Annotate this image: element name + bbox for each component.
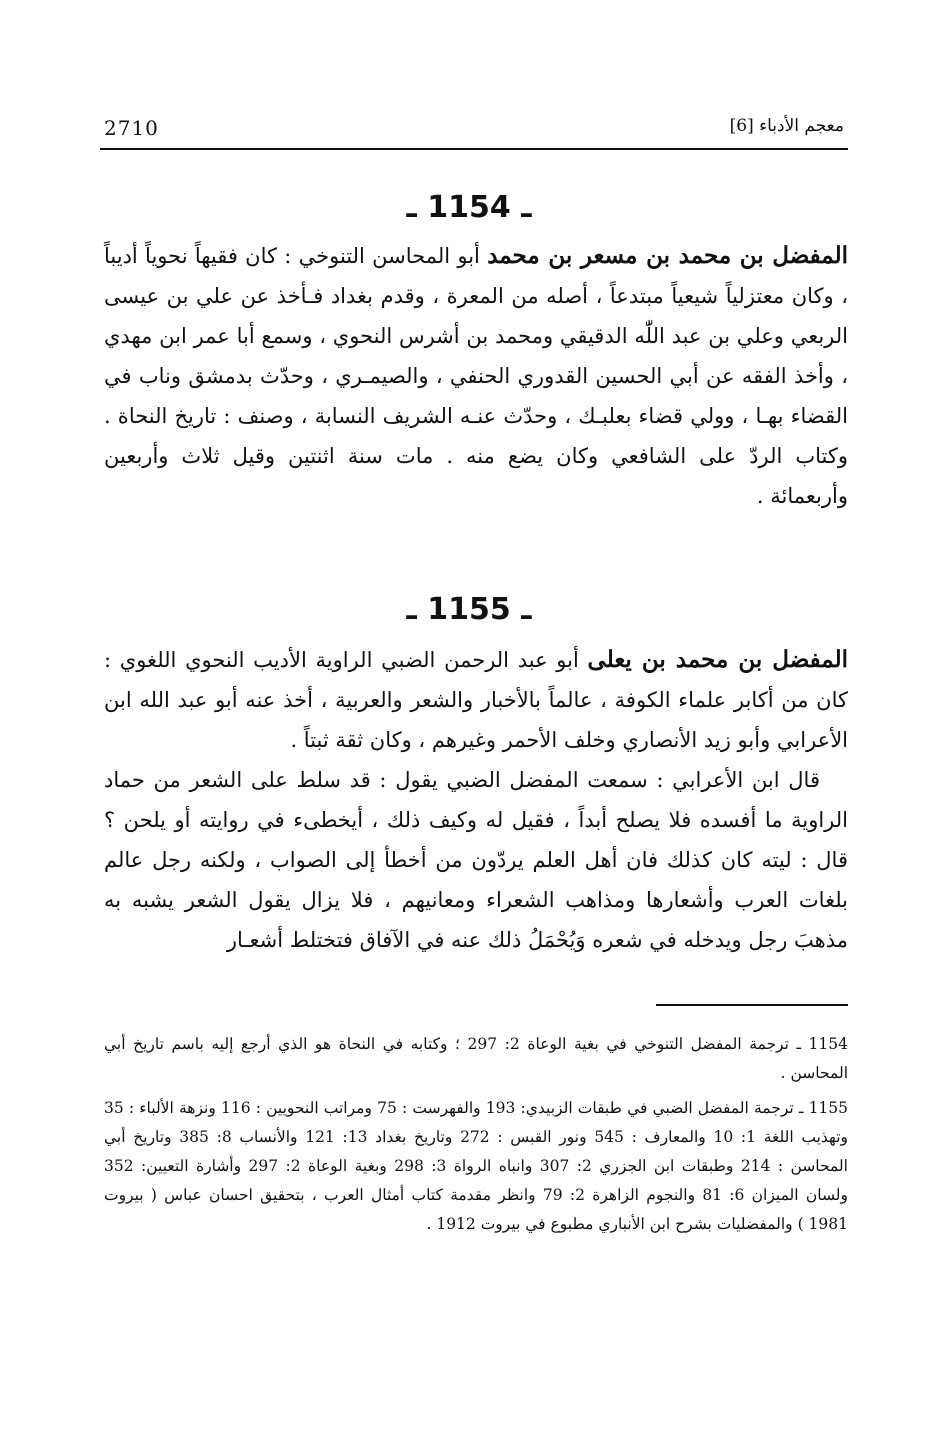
entry-1154-body: أبو المحاسن التنوخي : كان فقيهاً نحوياً أديباً ، وكان معتزلياً شيعياً مبتدعاً ، أصله من المعرة ، وقدم بغداد فـأخذ عن علي بن عيسى الربعي وعلي بن عبد اللّٰه الدقيقي ومحمد بن أشرس النحوي ، وسمع أبا عمر ابن مهدي ، وأخذ الفقه عن أبي الحسين القدوري الحنفي ، والصيمـري ، وحدّث بدمشق وناب في القضاء بهـا ، وولي قضاء بعلبـك ، وحدّث عنـه الشريف النسابة ، وصنف : تاريخ النحاة . وكتاب الردّ على الشافعي وكان يضع منه . مات سنة اثنتين وقيل ثلاث وأربعين وأربعمائة . (104, 244, 848, 508)
entry-1155-body-1: أبو عبد الرحمن الضبي الراوية الأديب النحوي اللغوي : كان من أكابر علماء الكوفة ، عالماً بالأخبار والشعر والعربية ، أخذ عنه أبو عبد الله ابن الأعرابي وأبو زيد الأنصاري وخلف الأحمر وغيرهم ، وكان ثقة ثبتاً . (104, 648, 848, 752)
entry-1155-paragraph-2: قال ابن الأعرابي : سمعت المفضل الضبي يقول : قد سلط على الشعر من حماد الراوية ما أفسده فلا يصلح أبداً ، فقيل له وكيف ذلك ، أيخطىء في روايته أو يلحن ؟ قال : ليته كان كذلك فان أهل العلم يردّون من أخطأ إلى الصواب ، ولكنه رجل عالم بلغات العرب وأشعارها ومذاهب الشعراء ومعانيهم ، فلا يزال يقول الشعر يشبه به مذهبَ رجل ويدخله في شعره وَيُحْمَلُ ذلك عنه في الآفاق فتختلط أشعـار (104, 768, 848, 952)
entry-1154-paragraph (104, 236, 848, 516)
entry-1155-paragraph-1 (104, 640, 848, 760)
entry-1154-text (104, 236, 848, 516)
entry-1155-name: المفضل بن محمد بن يعلى (587, 646, 848, 673)
entry-1155-text (104, 640, 848, 960)
footnote-1155: 1155 ـ ترجمة المفضل الضبي في طبقات الزبيدي: 193 والفهرست : 75 ومراتب النحويين : 116 ونزهة الألباء : 35 وتهذيب اللغة 1: 10 والمعارف : 545 ونور القبس : 272 وتاريخ بغداد 13: 121 والأنساب 8: 385 وتاريخ أبي المحاسن : 214 وطبقات ابن الجزري 2: 307 وانباه الرواة 3: 298 وبغية الوعاة 2: 297 وأشارة التعيين: 352 ولسان الميزان 6: 81 والنجوم الزاهرة 2: 79 وانظر مقدمة كتاب أمثال العرب ، بتحقيق احسان عباس ( بيروت 1981 ) والمفضليات بشرح ابن الأنباري مطبوع في بيروت 1912 . (104, 1099, 849, 1233)
page-header (100, 110, 848, 150)
page-number: 2710 (104, 116, 159, 140)
footnote-1154: 1154 ـ ترجمة المفضل التنوخي في بغية الوعاة 2: 297 ؛ وكتابه في النحاة هو الذي أرجع إليه باسم تاريخ أبي المحاسن . (104, 1035, 848, 1082)
footnote-divider (656, 1004, 848, 1006)
entry-number-1154: ـ 1154 ـ (406, 190, 532, 225)
footnotes (104, 1030, 848, 1245)
running-title: معجم الأدباء [6] (729, 116, 844, 136)
entry-1154-name: المفضل بن محمد بن مسعر بن محمد (487, 242, 848, 269)
entry-number-1155: ـ 1155 ـ (406, 592, 532, 627)
